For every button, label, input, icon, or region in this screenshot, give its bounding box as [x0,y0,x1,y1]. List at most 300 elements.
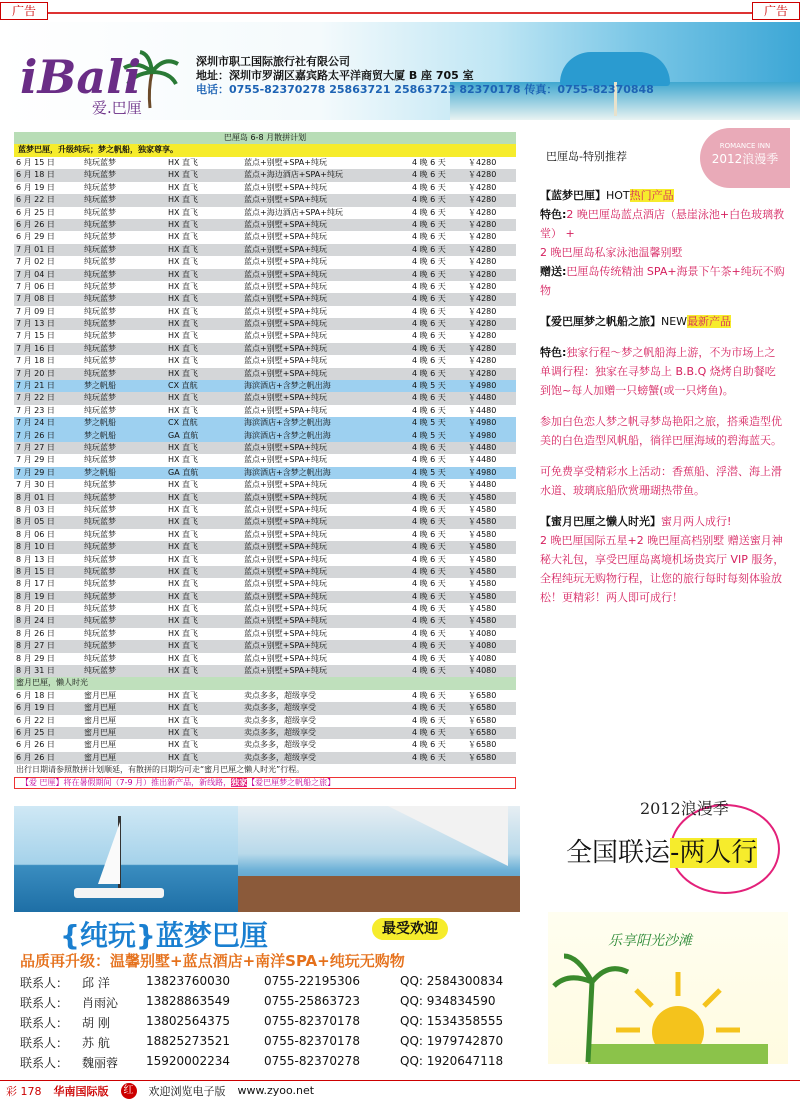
brand-subtitle: 爱.巴厘 [92,99,142,117]
schedule-row [14,207,516,219]
product-2-feature-label: 特色: [540,346,567,359]
cell-6: ￥6580 [468,690,497,700]
cell-5: 4 晚 6 天 [412,244,446,254]
cell-5: 4 晚 5 天 [412,430,446,440]
page-footer [0,1080,800,1100]
cell-2: 蜜月巴厘 [84,690,116,700]
deck-sail [358,806,508,866]
cell-6: ￥4280 [468,356,497,366]
cell-4: 蓝点+别墅+SPA+纯玩 [244,257,327,267]
slogan-part-b: -两人行 [670,838,758,868]
welcome-text: 欢迎浏览电子版 [148,1084,226,1098]
contact-cell-2: 苏 航 [82,1036,110,1050]
cell-3: HX 直飞 [168,219,199,229]
contact-cell-1: 联系人： [20,1016,69,1030]
company-name: 深圳市职工国际旅行社有限公司 [196,55,350,68]
cell-4: 蓝点+别墅+SPA+纯玩 [244,455,327,465]
cell-5: 4 晚 5 天 [412,381,446,391]
cell-5: 4 晚 6 天 [412,542,446,552]
cell-6: ￥4480 [468,442,497,452]
schedule-row [14,231,516,243]
honeymoon-row [14,702,516,714]
cell-3: HX 直飞 [168,641,199,651]
cell-4: 卖点多多，超级享受 [244,752,316,762]
contact-cell-4: 0755-25863723 [264,994,360,1008]
cell-1: 8 月 17 日 [16,579,55,589]
cell-6: ￥4280 [468,294,497,304]
schedule-rows [14,157,516,677]
cell-5: 4 晚 6 天 [412,480,446,490]
product-2-para-3: 可免费享受精彩水上活动：香蕉船、浮潜、海上滑水道、玻璃底船欣赏珊瑚热带鱼。 [540,465,782,497]
cell-5: 4 晚 6 天 [412,504,446,514]
contact-row [20,994,530,1014]
contact-cell-5: QQ: 1979742870 [400,1034,504,1048]
contact-cell-2: 胡 刚 [82,1016,110,1030]
contact-cell-5: QQ: 1534358555 [400,1014,504,1028]
cell-1: 6 月 26 日 [16,219,55,229]
cell-2: 纯玩蓝梦 [84,579,116,589]
cell-6: ￥4280 [468,368,497,378]
schedule-row [14,244,516,256]
contact-cell-4: 0755-22195306 [264,974,360,988]
cell-5: 4 晚 6 天 [412,319,446,329]
cell-2: 纯玩蓝梦 [84,554,116,564]
cell-6: ￥4580 [468,529,497,539]
cell-3: HX 直飞 [168,727,199,737]
schedule-row [14,417,516,429]
cell-3: HX 直飞 [168,579,199,589]
cell-4: 蓝点+别墅+SPA+纯玩 [244,269,327,279]
product-3-tag: 蜜月两人成行! [661,515,732,528]
schedule-row [14,603,516,615]
cell-1: 6 月 25 日 [16,727,55,737]
cell-2: 纯玩蓝梦 [84,492,116,502]
schedule-row [14,442,516,454]
contact-cell-4: 0755-82370178 [264,1034,360,1048]
cell-6: ￥4080 [468,641,497,651]
product-3-title: 【蜜月巴厘之懒人时光】 [540,515,661,528]
cell-4: 海滨酒店+含梦之帆出海 [244,467,331,477]
cell-1: 7 月 30 日 [16,480,55,490]
cell-5: 4 晚 6 天 [412,343,446,353]
schedule-row [14,554,516,566]
contact-cell-1: 联系人： [20,1036,69,1050]
cell-5: 4 晚 6 天 [412,257,446,267]
cell-1: 6 月 26 日 [16,740,55,750]
cell-3: HX 直飞 [168,591,199,601]
cell-6: ￥4280 [468,182,497,192]
contact-cell-3: 13802564375 [146,1014,230,1028]
schedule-row [14,318,516,330]
cell-4: 蓝点+别墅+SPA+纯玩 [244,517,327,527]
product-1-feature-2: 2 晚巴厘岛私家泳池温馨别墅 [540,246,683,259]
cell-2: 纯玩蓝梦 [84,480,116,490]
page-number: 彩 178 [6,1084,42,1098]
cell-1: 6 月 18 日 [16,690,55,700]
cell-6: ￥6580 [468,727,497,737]
cell-2: 梦之帆船 [84,467,116,477]
cell-4: 蓝点+别墅+SPA+纯玩 [244,294,327,304]
cell-3: HX 直飞 [168,442,199,452]
cell-1: 8 月 26 日 [16,628,55,638]
product-2-title: 【爱巴厘梦之帆船之旅】 [540,315,661,328]
cell-1: 8 月 24 日 [16,616,55,626]
cell-1: 6 月 22 日 [16,195,55,205]
cell-2: 纯玩蓝梦 [84,566,116,576]
schedule-row [14,467,516,479]
schedule-subtitle: 蓝梦巴厘，升级纯玩；梦之帆船，独家尊享。 [14,144,516,157]
cell-4: 蓝点+别墅+SPA+纯玩 [244,542,327,552]
cell-5: 4 晚 5 天 [412,467,446,477]
cell-3: HX 直飞 [168,393,199,403]
slogan [566,832,757,869]
cell-4: 卖点多多，超级享受 [244,690,316,700]
cell-5: 4 晚 6 天 [412,281,446,291]
cell-2: 纯玩蓝梦 [84,343,116,353]
cell-5: 4 晚 6 天 [412,752,446,762]
cell-4: 蓝点+别墅+SPA+纯玩 [244,232,327,242]
schedule-row [14,380,516,392]
cell-5: 4 晚 6 天 [412,170,446,180]
cell-2: 纯玩蓝梦 [84,244,116,254]
cell-3: HX 直飞 [168,455,199,465]
schedule-footnote: 出行日期请参照散拼计划顺延，有散拼的日期均可走“蜜月巴厘之懒人时光”行程。 [16,765,305,775]
cell-2: 纯玩蓝梦 [84,591,116,601]
cell-3: HX 直飞 [168,740,199,750]
cell-1: 7 月 23 日 [16,405,55,415]
product-3-text: 2 晚巴厘国际五星+2 晚巴厘高档别墅 赠送蜜月神秘大礼包，享受巴厘岛离境机场贵宾厅 VIP 服务，全程纯玩无购物行程，让您的旅行每时每刻体验放松！更精彩！两人即可成行！ [540,534,785,604]
cell-1: 7 月 20 日 [16,368,55,378]
cell-4: 蓝点+别墅+SPA+纯玩 [244,504,327,514]
company-phone: 电话：0755-82370278 25863721 25863723 82370178 传真：0755-82370848 [196,83,654,96]
product-1-tag: 热门产品 [629,189,674,202]
cell-5: 4 晚 6 天 [412,207,446,217]
contact-row [20,1014,530,1034]
cell-5: 4 晚 6 天 [412,579,446,589]
cell-1: 6 月 26 日 [16,752,55,762]
cell-6: ￥4580 [468,566,497,576]
cell-6: ￥4580 [468,492,497,502]
cell-5: 4 晚 6 天 [412,653,446,663]
cell-3: GA 直航 [168,467,199,477]
cell-6: ￥4280 [468,207,497,217]
cell-1: 7 月 06 日 [16,281,55,291]
promo-tail: 【爱巴厘梦之帆船之旅】 [247,777,336,787]
cell-3: HX 直飞 [168,182,199,192]
product-1-gift [540,262,785,300]
cell-4: 蓝点+别墅+SPA+纯玩 [244,566,327,576]
cell-5: 4 晚 5 天 [412,418,446,428]
schedule-row [14,343,516,355]
contact-cell-1: 联系人： [20,1056,69,1070]
cell-1: 6 月 18 日 [16,170,55,180]
sail-shape [98,822,120,884]
schedule-row [14,169,516,181]
cell-4: 卖点多多，超级享受 [244,727,316,737]
cell-6: ￥6580 [468,715,497,725]
product-2-feature-text: 独家行程～梦之帆船海上游，不为市场上之单调行程：独家在寻梦岛上 B.B.Q 烧烤自助餐吃到饱~每人加赠一只螃蟹(或一只烤鱼)。 [540,346,776,397]
romance-badge [700,128,790,188]
cell-4: 卖点多多，超级享受 [244,715,316,725]
contact-cell-5: QQ: 934834590 [400,994,496,1008]
company-address: 地址：深圳市罗湖区嘉宾路太平洋商贸大厦 B 座 705 室 [196,69,474,82]
schedule-row [14,182,516,194]
contact-cell-3: 13823760030 [146,974,230,988]
cell-3: HX 直飞 [168,331,199,341]
cell-1: 7 月 08 日 [16,294,55,304]
cell-3: HX 直飞 [168,368,199,378]
cell-2: 纯玩蓝梦 [84,442,116,452]
cell-5: 4 晚 6 天 [412,306,446,316]
cell-3: CX 直航 [168,418,198,428]
cell-5: 4 晚 6 天 [412,269,446,279]
cell-5: 4 晚 6 天 [412,591,446,601]
cell-5: 4 晚 6 天 [412,641,446,651]
cell-4: 蓝点+别墅+SPA+纯玩 [244,319,327,329]
cell-6: ￥4280 [468,219,497,229]
cell-4: 蓝点+别墅+SPA+纯玩 [244,653,327,663]
cell-6: ￥4080 [468,653,497,663]
cell-6: ￥4280 [468,158,497,167]
product-1-title: 【蓝梦巴厘】 [540,189,606,202]
cell-5: 4 晚 6 天 [412,703,446,713]
schedule-row [14,330,516,342]
contact-row [20,1054,530,1074]
cell-6: ￥4980 [468,381,497,391]
schedule-row [14,591,516,603]
badge-line-2: 2012浪漫季 [711,152,779,166]
cell-5: 4 晚 6 天 [412,219,446,229]
deck-photo [238,806,520,912]
cell-4: 蓝点+别墅+SPA+纯玩 [244,579,327,589]
cell-2: 纯玩蓝梦 [84,219,116,229]
cell-6: ￥4080 [468,628,497,638]
cell-1: 7 月 16 日 [16,343,55,353]
cell-2: 蜜月巴厘 [84,715,116,725]
cell-3: HX 直飞 [168,158,199,167]
cell-2: 纯玩蓝梦 [84,616,116,626]
cell-5: 4 晚 6 天 [412,628,446,638]
schedule-row [14,578,516,590]
contact-cell-2: 肖雨沁 [82,996,119,1010]
honeymoon-row [14,752,516,764]
contact-cell-3: 15920002234 [146,1054,230,1068]
cell-5: 4 晚 6 天 [412,182,446,192]
cell-6: ￥6580 [468,740,497,750]
cell-3: HX 直飞 [168,232,199,242]
cell-5: 4 晚 6 天 [412,294,446,304]
cell-1: 8 月 05 日 [16,517,55,527]
cell-2: 纯玩蓝梦 [84,207,116,217]
cell-6: ￥4280 [468,195,497,205]
upgrade-line: 品质再升级：温馨别墅+蓝点酒店+南洋SPA+纯玩无购物 [20,952,405,970]
product-2 [540,312,785,331]
cell-5: 4 晚 6 天 [412,554,446,564]
schedule-row [14,479,516,491]
boat-hull [74,888,164,898]
schedule-row [14,269,516,281]
schedule-row [14,405,516,417]
sun-icon [548,912,788,1064]
cell-2: 纯玩蓝梦 [84,504,116,514]
cell-3: HX 直飞 [168,554,199,564]
cell-1: 7 月 27 日 [16,442,55,452]
honeymoon-row [14,690,516,702]
season-title: 2012浪漫季 [640,799,729,818]
promo-bar [14,777,516,789]
cell-4: 蓝点+别墅+SPA+纯玩 [244,158,327,167]
cell-1: 6 月 19 日 [16,182,55,192]
cell-6: ￥4480 [468,393,497,403]
cell-2: 梦之帆船 [84,430,116,440]
cell-1: 7 月 02 日 [16,257,55,267]
schedule-row [14,628,516,640]
cell-5: 4 晚 6 天 [412,529,446,539]
cell-1: 8 月 20 日 [16,604,55,614]
cell-6: ￥4480 [468,455,497,465]
cell-2: 纯玩蓝梦 [84,294,116,304]
cell-5: 4 晚 6 天 [412,158,446,167]
cell-4: 蓝点+别墅+SPA+纯玩 [244,331,327,341]
cell-1: 7 月 09 日 [16,306,55,316]
schedule-row [14,529,516,541]
cell-1: 8 月 15 日 [16,566,55,576]
website-link[interactable]: www.zyoo.net [237,1084,315,1097]
cell-2: 蜜月巴厘 [84,740,116,750]
cell-2: 蜜月巴厘 [84,703,116,713]
schedule-title: 巴厘岛 6-8 月散拼计划 [14,132,516,144]
cell-6: ￥4480 [468,405,497,415]
cell-3: HX 直飞 [168,244,199,254]
cell-3: HX 直飞 [168,703,199,713]
cell-4: 蓝点+海边酒店+SPA+纯玩 [244,170,343,180]
cell-2: 纯玩蓝梦 [84,182,116,192]
cell-5: 4 晚 6 天 [412,566,446,576]
product-1-feature-text: 2 晚巴厘岛蓝点酒店（悬崖泳池+白色玻璃教堂） + [540,208,785,240]
schedule-row [14,157,516,169]
promo-text: 【爱 巴厘】将在暑假期间（7-9 月）推出新产品，新线路， [21,777,232,787]
cell-6: ￥4980 [468,430,497,440]
cell-4: 蓝点+别墅+SPA+纯玩 [244,195,327,205]
badge-line-1: ROMANCE INN [719,142,771,150]
cell-5: 4 晚 6 天 [412,715,446,725]
cell-4: 蓝点+别墅+SPA+纯玩 [244,480,327,490]
cell-1: 8 月 03 日 [16,504,55,514]
cell-3: HX 直飞 [168,269,199,279]
schedule-row [14,281,516,293]
cell-1: 7 月 24 日 [16,418,55,428]
cell-3: HX 直飞 [168,492,199,502]
schedule-row [14,566,516,578]
schedule-table [14,132,516,789]
cell-6: ￥4280 [468,232,497,242]
cell-6: ￥4280 [468,306,497,316]
cell-5: 4 晚 6 天 [412,616,446,626]
product-2-feature [540,343,785,400]
contact-cell-3: 13828863549 [146,994,230,1008]
cell-3: HX 直飞 [168,752,199,762]
contact-row [20,974,530,994]
cell-1: 6 月 29 日 [16,232,55,242]
cell-4: 蓝点+别墅+SPA+纯玩 [244,306,327,316]
product-1-feature-label: 特色: [540,208,567,221]
schedule-row [14,516,516,528]
schedule-row [14,293,516,305]
cell-2: 纯玩蓝梦 [84,195,116,205]
cell-2: 纯玩蓝梦 [84,529,116,539]
promo-exclusive: 独家 [231,777,248,787]
ad-corner-left: 广告 [0,2,48,20]
cell-4: 蓝点+别墅+SPA+纯玩 [244,604,327,614]
schedule-row [14,504,516,516]
product-2-new: NEW [661,315,688,328]
schedule-row [14,665,516,677]
cell-1: 7 月 01 日 [16,244,55,254]
edition-label: 华南国际版 [53,1084,109,1098]
cell-1: 7 月 13 日 [16,319,55,329]
cell-3: HX 直飞 [168,715,199,725]
cell-3: HX 直飞 [168,690,199,700]
cell-6: ￥4280 [468,257,497,267]
cell-2: 纯玩蓝梦 [84,158,116,167]
cell-1: 6 月 19 日 [16,703,55,713]
cell-4: 海滨酒店+含梦之帆出海 [244,418,331,428]
favorite-badge: 最受欢迎 [372,918,448,940]
cell-2: 梦之帆船 [84,418,116,428]
cell-2: 纯玩蓝梦 [84,393,116,403]
contact-row [20,1034,530,1054]
cell-3: HX 直飞 [168,517,199,527]
contact-list [20,974,530,1074]
product-1-gift-text: 巴厘岛传统精油 SPA+海景下午茶+纯玩不购物 [540,265,785,297]
cell-4: 蓝点+别墅+SPA+纯玩 [244,442,327,452]
cell-6: ￥4980 [468,418,497,428]
cell-3: HX 直飞 [168,257,199,267]
cell-6: ￥4280 [468,269,497,279]
cell-4: 蓝点+别墅+SPA+纯玩 [244,356,327,366]
cell-3: HX 直飞 [168,281,199,291]
cell-2: 梦之帆船 [84,381,116,391]
cell-3: HX 直飞 [168,529,199,539]
cell-1: 7 月 26 日 [16,430,55,440]
cell-1: 8 月 27 日 [16,641,55,651]
cell-1: 8 月 31 日 [16,666,55,676]
cell-1: 7 月 29 日 [16,455,55,465]
cell-6: ￥4480 [468,480,497,490]
cell-2: 纯玩蓝梦 [84,356,116,366]
cell-6: ￥6580 [468,752,497,762]
cell-6: ￥4080 [468,666,497,676]
sunshine-beach-box [548,912,788,1064]
cell-2: 纯玩蓝梦 [84,604,116,614]
cell-4: 蓝点+别墅+SPA+纯玩 [244,554,327,564]
cell-2: 纯玩蓝梦 [84,455,116,465]
contact-cell-2: 魏丽蓉 [82,1056,119,1070]
cell-3: HX 直飞 [168,628,199,638]
cell-3: HX 直飞 [168,542,199,552]
honeymoon-rows [14,690,516,764]
cell-6: ￥4280 [468,343,497,353]
product-1 [540,186,785,205]
cell-2: 纯玩蓝梦 [84,257,116,267]
deck-floor [238,876,520,912]
contact-cell-4: 0755-82370278 [264,1054,360,1068]
cell-4: 蓝点+别墅+SPA+纯玩 [244,628,327,638]
cell-5: 4 晚 6 天 [412,740,446,750]
cell-3: HX 直飞 [168,356,199,366]
schedule-row [14,368,516,380]
schedule-row [14,541,516,553]
